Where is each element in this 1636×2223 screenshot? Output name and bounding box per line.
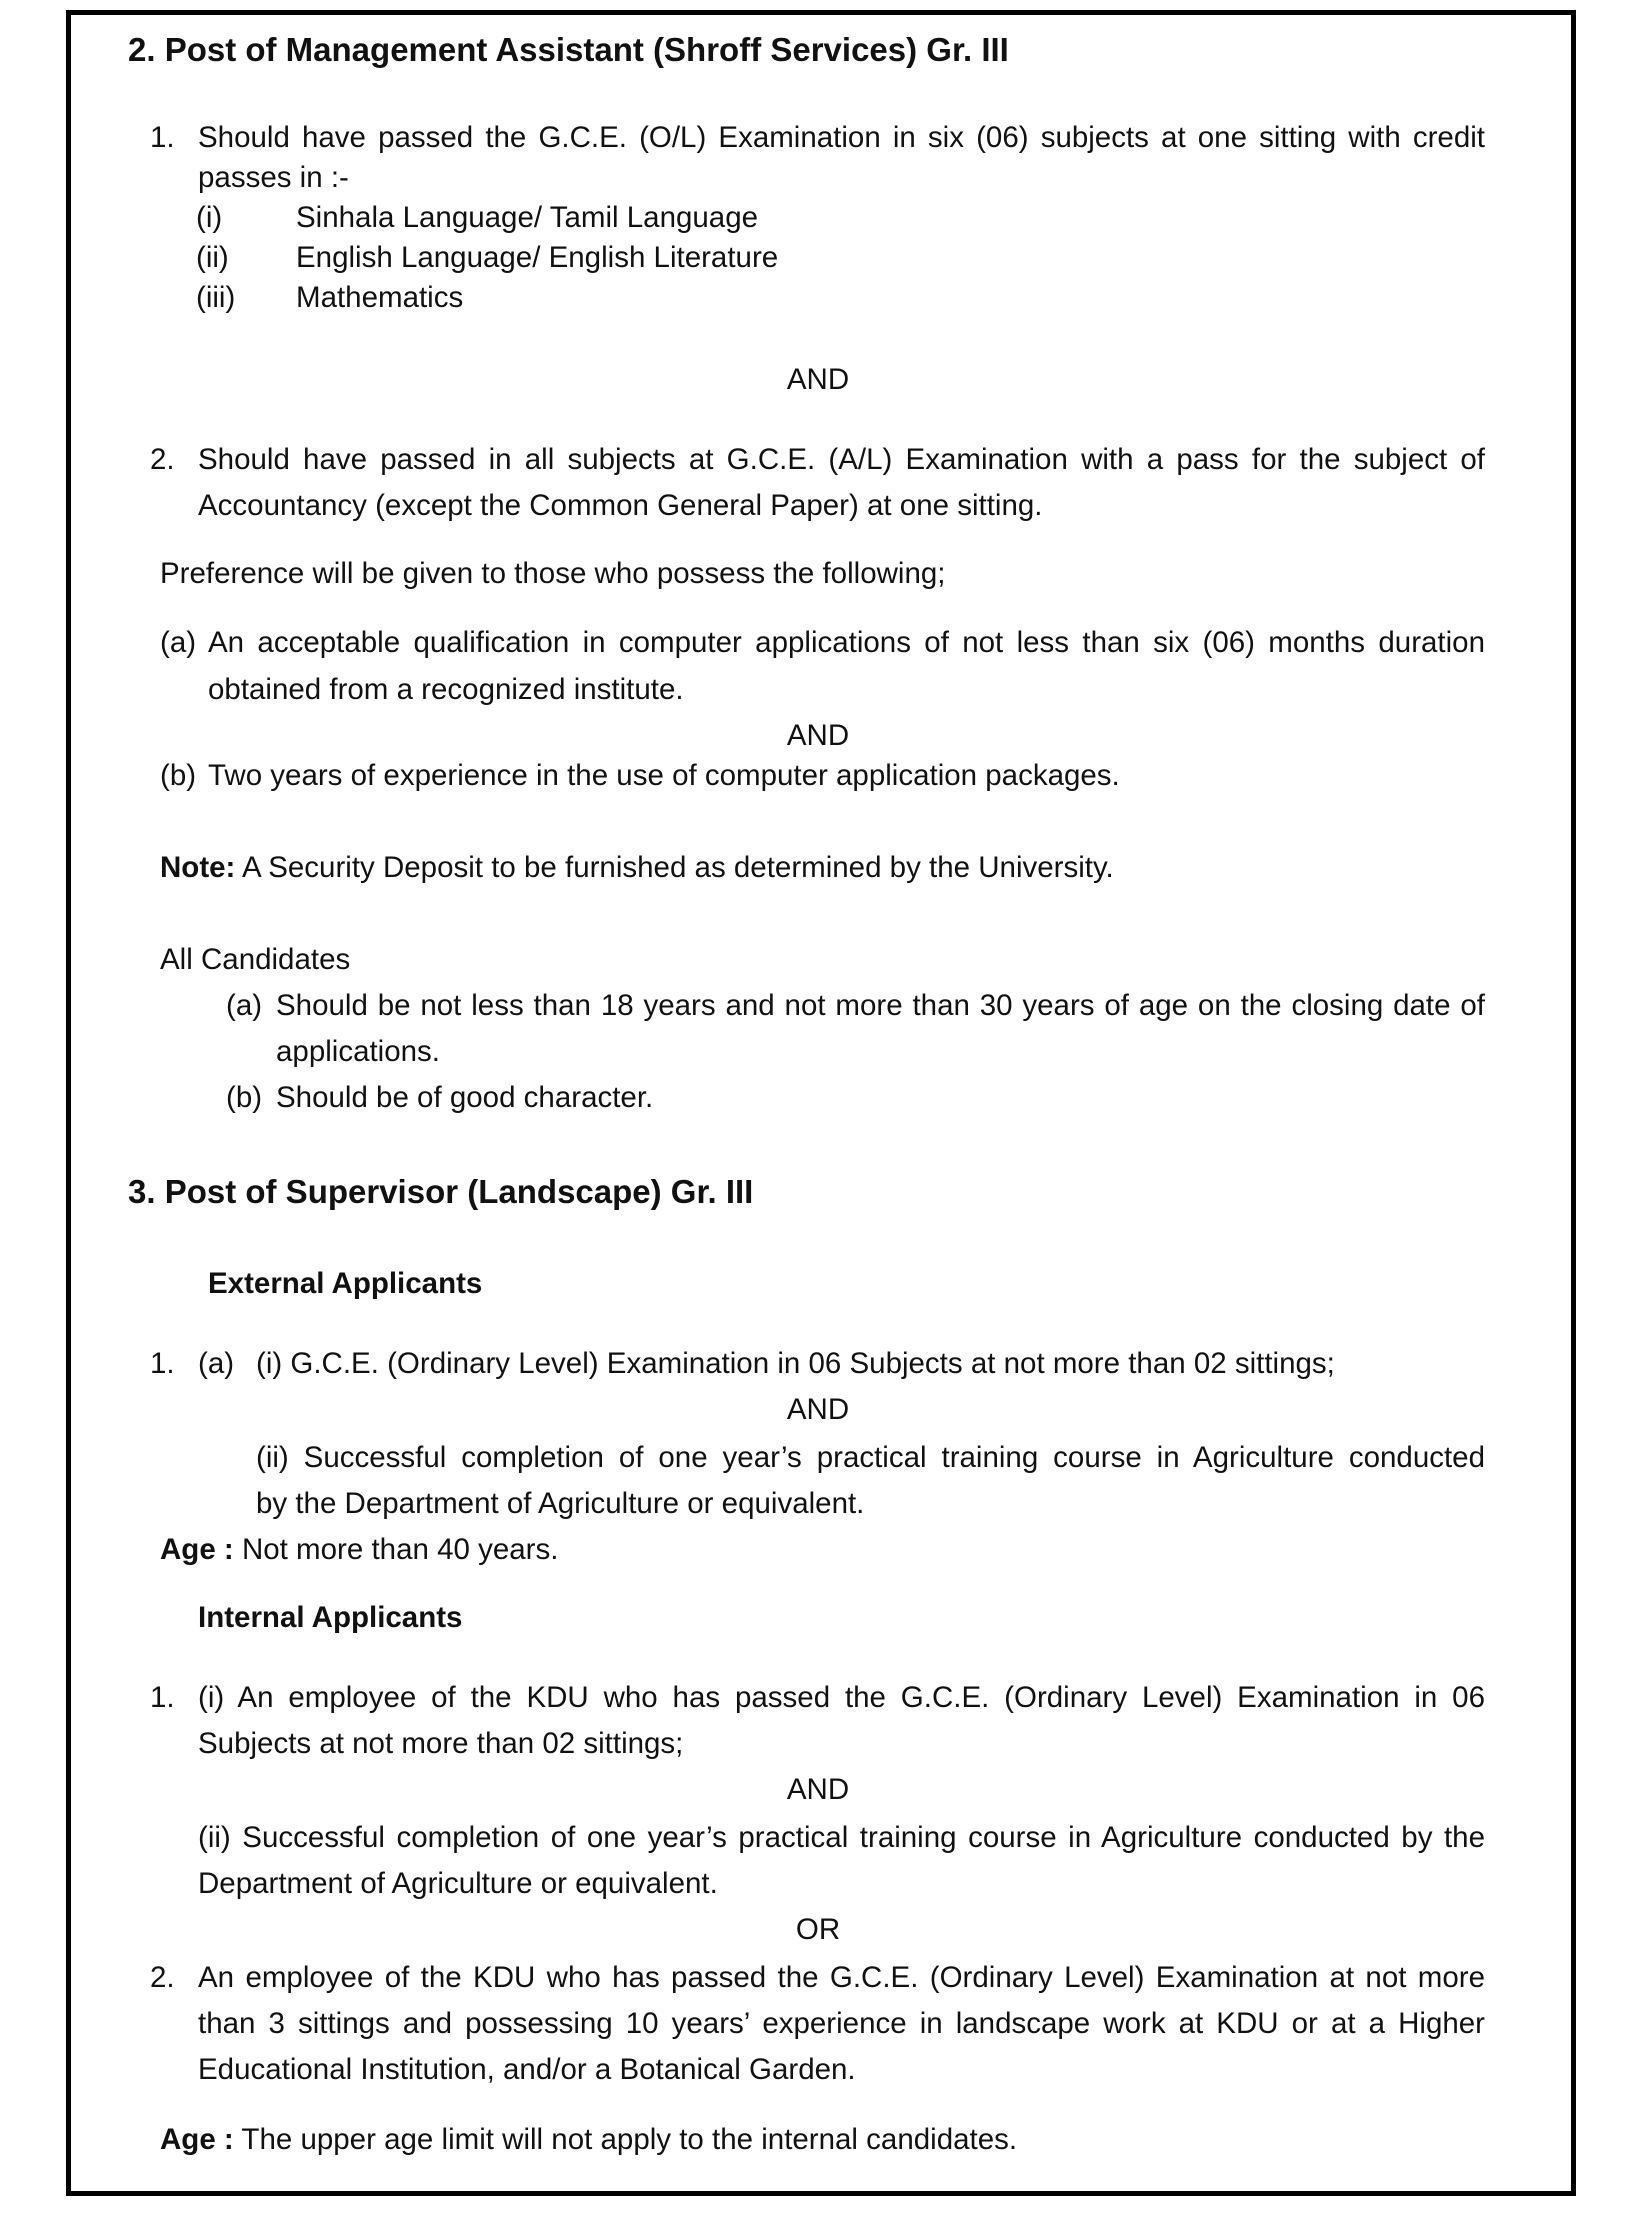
all-candidates-label: All Candidates (160, 943, 351, 976)
subject-number: (i) (196, 201, 223, 234)
candidate-a-line-1: Should be not less than 18 years and not more than 30 years of age on the closing date of (276, 989, 1485, 1022)
subject-text: English Language/ English Literature (296, 241, 779, 274)
subject-text: Sinhala Language/ Tamil Language (296, 201, 759, 234)
note-line (160, 850, 1114, 886)
internal-applicants-heading: Internal Applicants (198, 1601, 463, 1634)
item-2-line-1: Should have passed in all subjects at G.C.E. (A/L) Examination with a pass for the subject of (198, 443, 1485, 476)
preference-a-line-2: obtained from a recognized institute. (208, 673, 684, 706)
preference-b-text: Two years of experience in the use of computer application packages. (208, 759, 1120, 792)
item-2-line-2: Accountancy (except the Common General Paper) at one sitting. (198, 489, 1043, 522)
subject-number: (ii) (196, 241, 229, 274)
subject-text: Mathematics (296, 281, 464, 314)
subject-number: (iii) (196, 281, 236, 314)
item-number: 1. (150, 121, 175, 154)
section-3-heading: 3. Post of Supervisor (Landscape) Gr. III (128, 1173, 754, 1210)
internal-item-2-line-2: than 3 sittings and possessing 10 years’ experience in landscape work at KDU or at a Higher (198, 2007, 1485, 2040)
and-separator: AND (786, 1773, 850, 1806)
age-label: Age : (160, 2123, 234, 2156)
internal-item-2-line-3: Educational Institution, and/or a Botanical Garden. (198, 2053, 856, 2086)
item-number: 2. (150, 1961, 175, 1994)
note-label: Note: (160, 851, 236, 884)
candidate-b-text: Should be of good character. (276, 1081, 654, 1114)
sub-item-label: (a) (198, 1347, 235, 1380)
and-separator: AND (786, 363, 850, 396)
item-1-line-1: Should have passed the G.C.E. (O/L) Examination in six (06) subjects at one sitting with credit (198, 121, 1485, 154)
external-applicants-heading: External Applicants (208, 1267, 483, 1300)
or-separator: OR (795, 1913, 841, 1946)
age-text: Not more than 40 years. (241, 1533, 559, 1566)
preference-text: Preference will be given to those who possess the following; (160, 557, 946, 590)
preference-b-label: (b) (160, 759, 197, 792)
internal-item-1-line-1: (i) An employee of the KDU who has passed the G.C.E. (Ordinary Level) Examination in 06 (198, 1681, 1485, 1714)
and-separator: AND (786, 1393, 850, 1426)
internal-item-2-line-1: An employee of the KDU who has passed the G.C.E. (Ordinary Level) Examination at not more (198, 1961, 1485, 1994)
external-line-2: (ii) Successful completion of one year’s practical training course in Agriculture conducted (256, 1441, 1485, 1474)
section-2-heading: 2. Post of Management Assistant (Shroff Services) Gr. III (128, 31, 1009, 68)
item-number: 1. (150, 1347, 175, 1380)
item-1-line-2: passes in :- (198, 161, 349, 194)
note-text: A Security Deposit to be furnished as determined by the University. (241, 851, 1114, 884)
item-number: 1. (150, 1681, 175, 1714)
internal-item-1-line-4: Department of Agriculture or equivalent. (198, 1867, 718, 1900)
preference-a-line-1: An acceptable qualification in computer applications of not less than six (06) months duration (208, 626, 1485, 659)
internal-item-1-line-3: (ii) Successful completion of one year’s practical training course in Agriculture conducted by the (198, 1821, 1485, 1854)
candidate-b-label: (b) (226, 1081, 263, 1114)
age-label: Age : (160, 1533, 234, 1566)
candidate-a-label: (a) (226, 989, 263, 1022)
item-number: 2. (150, 443, 175, 476)
external-line-1: (i) G.C.E. (Ordinary Level) Examination in 06 Subjects at not more than 02 sittings; (256, 1347, 1335, 1380)
candidate-a-line-2: applications. (276, 1035, 440, 1068)
and-separator: AND (786, 719, 850, 752)
internal-age-line (160, 2122, 1017, 2158)
external-age-line (160, 1532, 558, 1568)
internal-item-1-line-2: Subjects at not more than 02 sittings; (198, 1727, 684, 1760)
external-line-3: by the Department of Agriculture or equivalent. (256, 1487, 865, 1520)
preference-a-label: (a) (160, 626, 197, 659)
age-text: The upper age limit will not apply to the internal candidates. (241, 2123, 1018, 2156)
